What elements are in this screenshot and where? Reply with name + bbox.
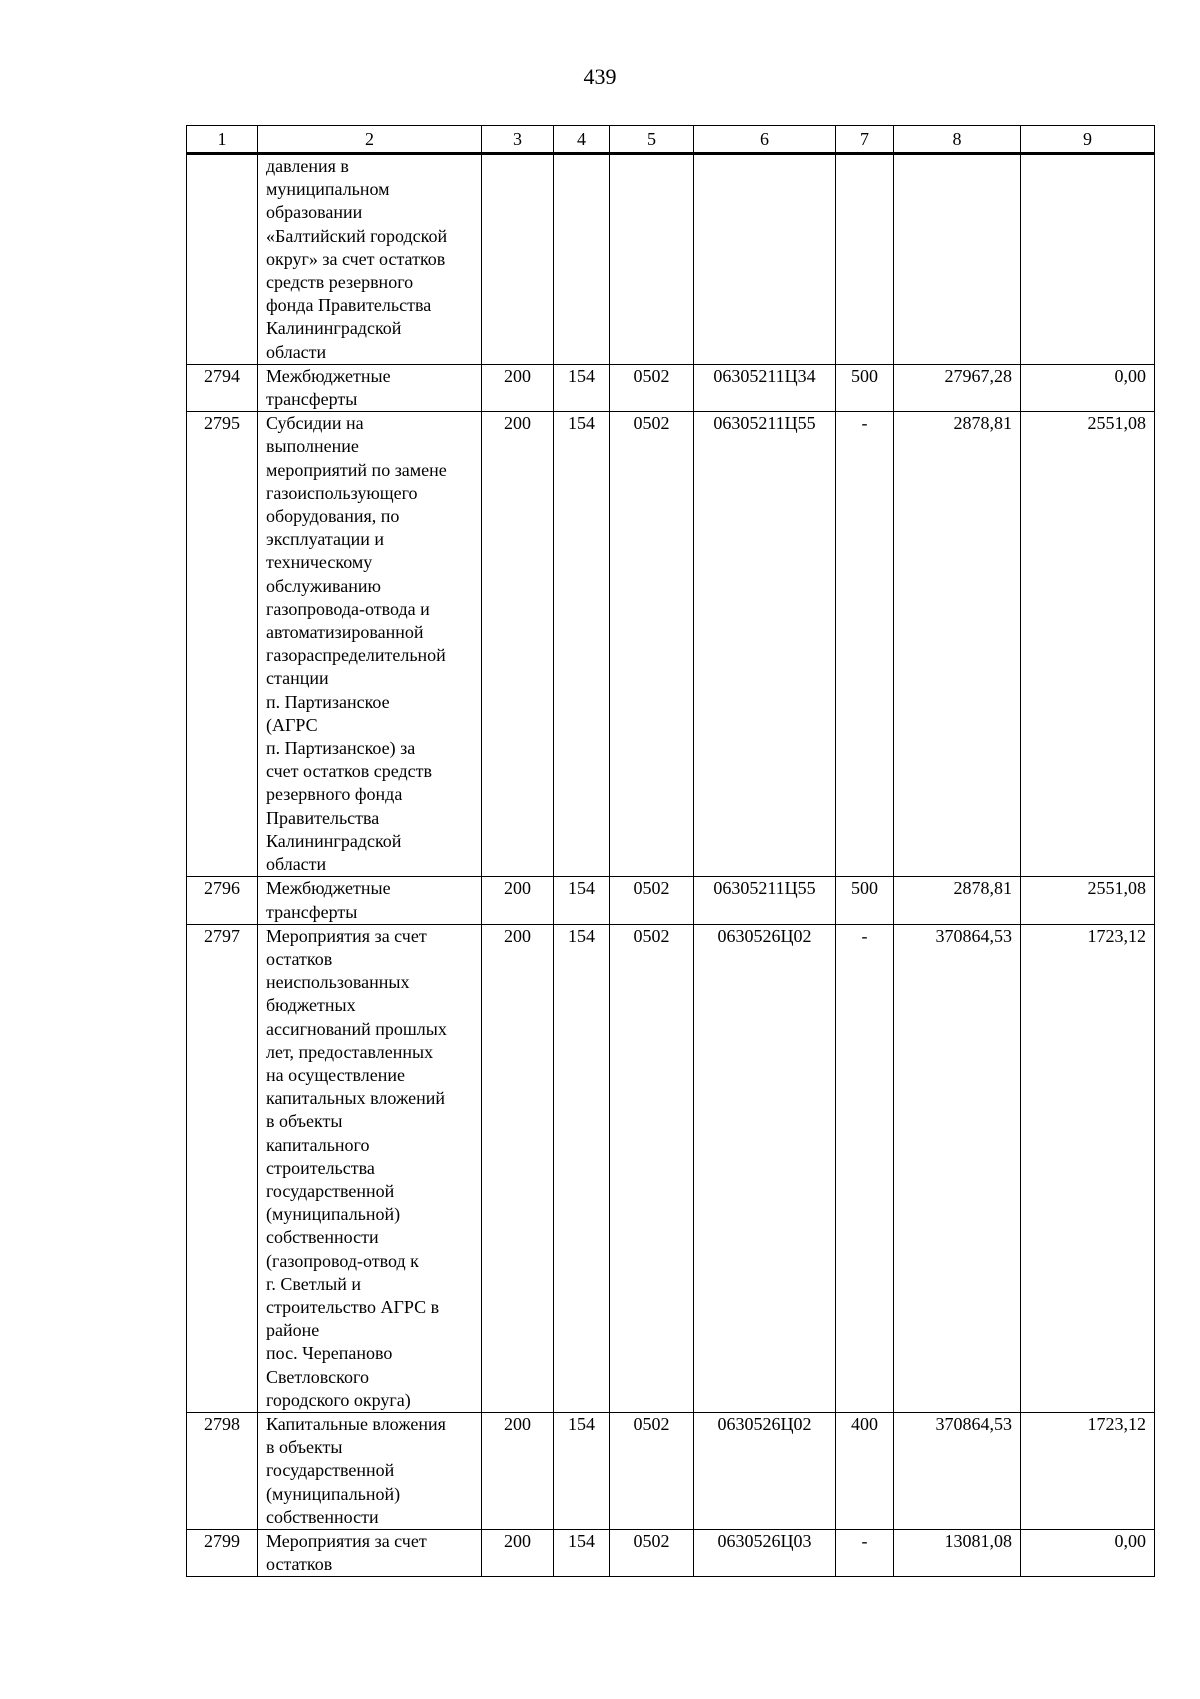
row-col8: 27967,28	[894, 364, 1021, 411]
column-header-3: 3	[482, 126, 554, 154]
row-col5: 0502	[610, 412, 694, 877]
column-header-4: 4	[554, 126, 610, 154]
row-col3: 200	[482, 924, 554, 1412]
row-name: Межбюджетные трансферты	[258, 364, 482, 411]
row-col5: 0502	[610, 1529, 694, 1576]
row-col4: 154	[554, 1529, 610, 1576]
row-number: 2794	[187, 364, 258, 411]
row-col7: -	[836, 924, 894, 1412]
table-row	[187, 924, 1155, 1412]
row-name: Мероприятия за счет остатков неиспользованных бюджетных ассигнований прошлых лет, предоставленных на осуществление капитальных вложений в объекты капитального строительства государственной (муниципальной) собственности (газопровод-отвод к г. Светлый и строительство АГРС в районе пос. Черепаново Светловского городского округа)	[258, 924, 482, 1412]
row-name: Капитальные вложения в объекты государственной (муниципальной) собственности	[258, 1412, 482, 1529]
row-col8: 13081,08	[894, 1529, 1021, 1576]
row-name: Межбюджетные трансферты	[258, 877, 482, 924]
column-header-7: 7	[836, 126, 894, 154]
row-col9: 0,00	[1021, 364, 1155, 411]
row-col7: 500	[836, 364, 894, 411]
row-col4: 154	[554, 924, 610, 1412]
column-header-5: 5	[610, 126, 694, 154]
row-number: 2799	[187, 1529, 258, 1576]
column-header-8: 8	[894, 126, 1021, 154]
row-col7: -	[836, 1529, 894, 1576]
row-col3: 200	[482, 1529, 554, 1576]
row-col3: 200	[482, 877, 554, 924]
row-col8: 2878,81	[894, 412, 1021, 877]
row-name: Субсидии на выполнение мероприятий по замене газоиспользующего оборудования, по эксплуатации и техническому обслуживанию газопровода-отвода и автоматизированной газораспределительной станции п. Партизанское (АГРС п. Партизанское) за счет остатков средств резервного фонда Правительства Калининградской области	[258, 412, 482, 877]
row-number	[187, 154, 258, 365]
row-col9: 2551,08	[1021, 412, 1155, 877]
row-col7: 400	[836, 1412, 894, 1529]
row-col5: 0502	[610, 877, 694, 924]
row-col7: -	[836, 412, 894, 877]
row-col4: 154	[554, 412, 610, 877]
row-col6	[694, 154, 836, 365]
row-col9: 1723,12	[1021, 1412, 1155, 1529]
row-col9: 2551,08	[1021, 877, 1155, 924]
budget-table	[186, 125, 1155, 1577]
row-name: Мероприятия за счет остатков	[258, 1529, 482, 1576]
column-header-6: 6	[694, 126, 836, 154]
column-header-9: 9	[1021, 126, 1155, 154]
row-col3: 200	[482, 364, 554, 411]
row-col5: 0502	[610, 364, 694, 411]
table-row-continuation	[187, 154, 1155, 365]
row-col3	[482, 154, 554, 365]
row-col3: 200	[482, 1412, 554, 1529]
table-row	[187, 1412, 1155, 1529]
table-row	[187, 364, 1155, 411]
row-number: 2796	[187, 877, 258, 924]
row-col9: 1723,12	[1021, 924, 1155, 1412]
row-col6: 06305211Ц55	[694, 877, 836, 924]
row-col4	[554, 154, 610, 365]
row-name: давления в муниципальном образовании «Балтийский городской округ» за счет остатков средств резервного фонда Правительства Калининградской области	[258, 154, 482, 365]
row-col4: 154	[554, 877, 610, 924]
row-col8: 370864,53	[894, 924, 1021, 1412]
row-col9	[1021, 154, 1155, 365]
row-col5: 0502	[610, 924, 694, 1412]
row-col8: 2878,81	[894, 877, 1021, 924]
table-row	[187, 412, 1155, 877]
row-col7: 500	[836, 877, 894, 924]
row-col9: 0,00	[1021, 1529, 1155, 1576]
column-header-1: 1	[187, 126, 258, 154]
column-header-2: 2	[258, 126, 482, 154]
row-col6: 06305211Ц55	[694, 412, 836, 877]
row-col8	[894, 154, 1021, 365]
page-number: 439	[583, 64, 617, 89]
row-col5	[610, 154, 694, 365]
row-col4: 154	[554, 1412, 610, 1529]
row-col5: 0502	[610, 1412, 694, 1529]
table-row	[187, 1529, 1155, 1576]
row-col8: 370864,53	[894, 1412, 1021, 1529]
row-col4: 154	[554, 364, 610, 411]
row-col6: 0630526Ц02	[694, 924, 836, 1412]
column-number-header-row	[187, 126, 1155, 154]
table-row	[187, 877, 1155, 924]
row-number: 2797	[187, 924, 258, 1412]
row-number: 2798	[187, 1412, 258, 1529]
row-number: 2795	[187, 412, 258, 877]
row-col6: 06305211Ц34	[694, 364, 836, 411]
row-col6: 0630526Ц03	[694, 1529, 836, 1576]
row-col6: 0630526Ц02	[694, 1412, 836, 1529]
row-col3: 200	[482, 412, 554, 877]
row-col7	[836, 154, 894, 365]
